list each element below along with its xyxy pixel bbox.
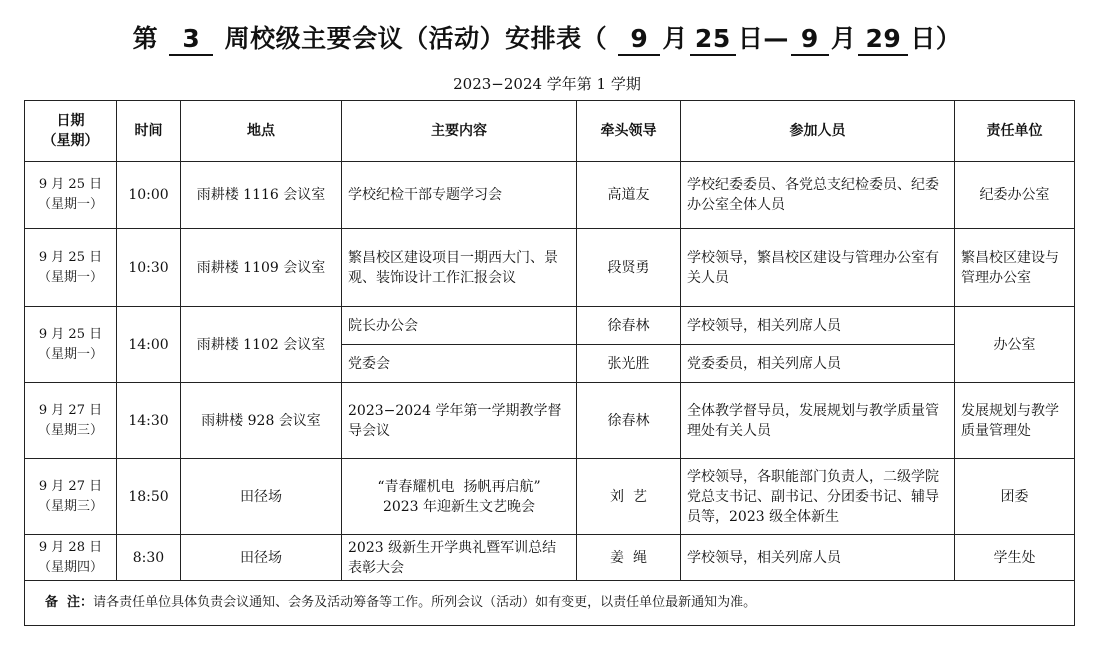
row-content: 2023−2024 学年第一学期教学督导会议 — [342, 383, 577, 459]
header-date — [25, 101, 117, 162]
weekday-text: （星期四） — [37, 559, 103, 575]
row-time: 10:00 — [117, 162, 181, 229]
weekday-text: （星期三） — [37, 422, 103, 438]
header-time: 时间 — [117, 101, 181, 162]
header-leader: 牵头领导 — [577, 101, 681, 162]
row-place: 雨耕楼 1102 会议室 — [181, 307, 342, 383]
page-title — [0, 22, 1094, 56]
note-cell — [25, 581, 1075, 626]
semester-subtitle: 2023−2024 学年第 1 学期 — [453, 75, 641, 93]
header-weekday-label: （星期） — [42, 133, 99, 149]
title-suffix: 日） — [910, 24, 962, 53]
row-attendees: 学校纪委委员、各党总支纪检委员、纪委办公室全体人员 — [681, 162, 955, 229]
row-date — [25, 383, 117, 459]
title-prefix: 第 — [132, 24, 159, 53]
row-time: 14:00 — [117, 307, 181, 383]
table-row — [25, 162, 1075, 229]
schedule-table — [24, 100, 1075, 626]
row-leader: 徐春林 — [577, 383, 681, 459]
row-content: 繁昌校区建设项目一期西大门、景观、装饰设计工作汇报会议 — [342, 229, 577, 307]
row-place: 雨耕楼 1109 会议室 — [181, 229, 342, 307]
row-leader: 段贤勇 — [577, 229, 681, 307]
row-date — [25, 535, 117, 581]
date-text: 9 月 28 日 — [38, 539, 103, 555]
row-content: 党委会 — [342, 345, 577, 383]
note-text: 请各责任单位具体负责会议通知、会务及活动筹备等工作。所列会议（活动）如有变更，以责任单位最新通知为准。 — [93, 595, 757, 610]
row-date — [25, 162, 117, 229]
table-header-row — [25, 101, 1075, 162]
title-dash: 日— — [737, 24, 789, 53]
date-text: 9 月 25 日 — [38, 249, 103, 265]
row-leader: 徐春林 — [577, 307, 681, 345]
row-leader: 张光胜 — [577, 345, 681, 383]
row-leader: 姜 绳 — [577, 535, 681, 581]
title-end-day: 29 — [858, 24, 908, 56]
row-content: 院长办公会 — [342, 307, 577, 345]
weekday-text: （星期三） — [37, 498, 103, 514]
row-unit: 团委 — [955, 459, 1075, 535]
table-row — [25, 383, 1075, 459]
header-unit: 责任单位 — [955, 101, 1075, 162]
row-place: 雨耕楼 928 会议室 — [181, 383, 342, 459]
row-content — [342, 459, 577, 535]
row-leader: 刘 艺 — [577, 459, 681, 535]
date-text: 9 月 25 日 — [38, 177, 103, 192]
row-leader: 高道友 — [577, 162, 681, 229]
title-start-day: 25 — [690, 24, 736, 56]
header-place: 地点 — [181, 101, 342, 162]
row-place: 雨耕楼 1116 会议室 — [181, 162, 342, 229]
note-row — [25, 581, 1075, 626]
row-unit: 纪委办公室 — [955, 162, 1075, 229]
row-date — [25, 229, 117, 307]
header-date-label: 日期 — [56, 113, 85, 129]
row-content: 学校纪检干部专题学习会 — [342, 162, 577, 229]
row-date — [25, 459, 117, 535]
header-attendees: 参加人员 — [681, 101, 955, 162]
table-row — [25, 307, 1075, 345]
title-main: 周校级主要会议（活动）安排表（ — [224, 24, 608, 53]
weekday-text: （星期一） — [37, 269, 103, 285]
row-attendees: 党委委员，相关列席人员 — [681, 345, 955, 383]
header-content: 主要内容 — [342, 101, 577, 162]
row-time: 18:50 — [117, 459, 181, 535]
row-time: 14:30 — [117, 383, 181, 459]
row-time: 8:30 — [117, 535, 181, 581]
date-text: 9 月 27 日 — [38, 402, 103, 418]
table-row — [25, 535, 1075, 581]
row-attendees: 学校领导，相关列席人员 — [681, 535, 955, 581]
row-unit: 办公室 — [955, 307, 1075, 383]
row-date — [25, 307, 117, 383]
weekday-text: （星期一） — [37, 346, 103, 362]
note-label: 备 注： — [45, 595, 94, 610]
row-unit: 发展规划与教学质量管理处 — [955, 383, 1075, 459]
row-unit: 学生处 — [955, 535, 1075, 581]
row-place: 田径场 — [181, 535, 342, 581]
row-attendees: 学校领导，繁昌校区建设与管理办公室有关人员 — [681, 229, 955, 307]
row-content: 2023 级新生开学典礼暨军训总结表彰大会 — [342, 535, 577, 581]
title-month-label: 月 — [662, 24, 688, 53]
content-line-2: 2023 年迎新生文艺晚会 — [382, 498, 536, 515]
date-text: 9 月 27 日 — [38, 478, 103, 494]
row-attendees: 全体教学督导员，发展规划与教学质量管理处有关人员 — [681, 383, 955, 459]
weekday-text: （星期一） — [37, 197, 103, 212]
row-attendees: 学校领导，各职能部门负责人，二级学院党总支书记、副书记、分团委书记、辅导员等，2023 级全体新生 — [681, 459, 955, 535]
date-text: 9 月 25 日 — [38, 326, 103, 342]
row-attendees: 学校领导，相关列席人员 — [681, 307, 955, 345]
title-month-label-2: 月 — [830, 24, 857, 53]
content-line-1: “青春耀机电 扬帆再启航” — [377, 478, 541, 495]
row-unit: 繁昌校区建设与管理办公室 — [955, 229, 1075, 307]
table-row — [25, 229, 1075, 307]
title-end-month: 9 — [791, 24, 829, 56]
title-week-number: 3 — [169, 24, 213, 56]
title-start-month: 9 — [618, 24, 660, 56]
row-time: 10:30 — [117, 229, 181, 307]
row-place: 田径场 — [181, 459, 342, 535]
table-row — [25, 459, 1075, 535]
